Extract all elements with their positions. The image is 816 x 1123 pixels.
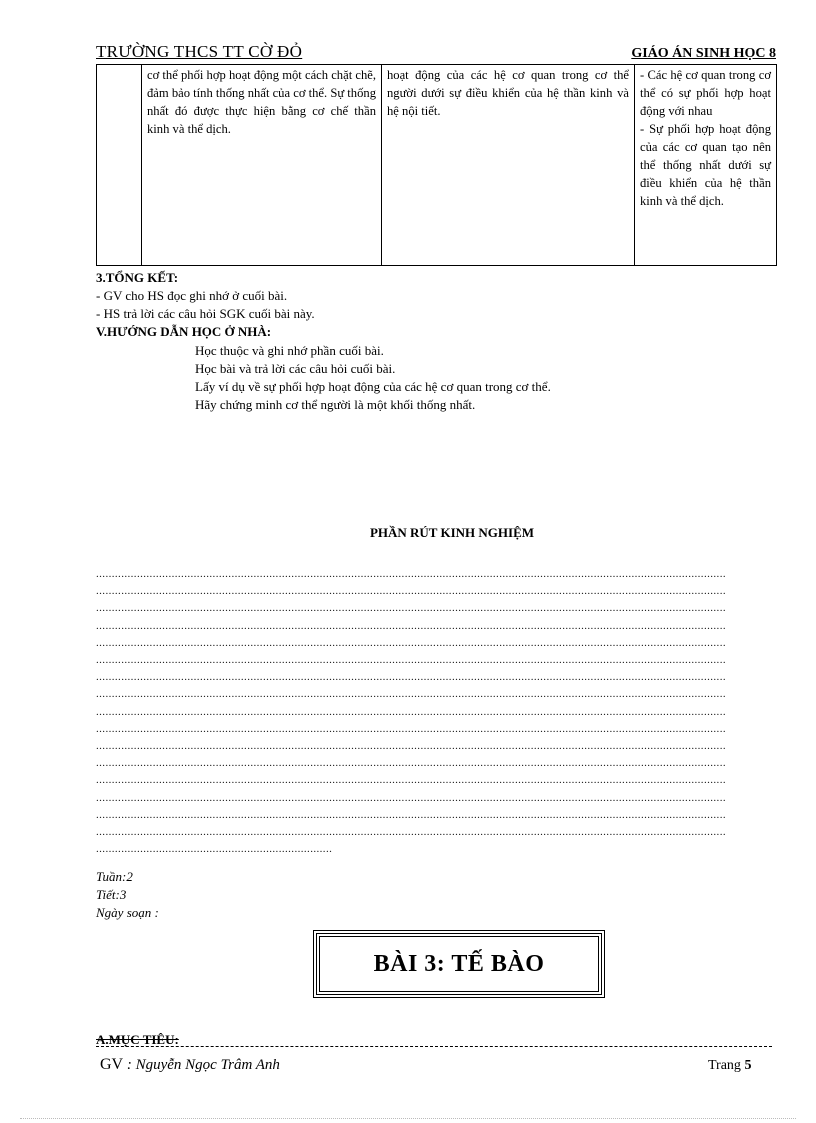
footer-teacher	[100, 1056, 280, 1074]
gv-label: GV	[100, 1056, 124, 1073]
dot-line: ........................................................................................................................................................................................................	[96, 757, 726, 770]
table-cell-empty	[97, 65, 142, 266]
table-cell-conclusion	[635, 65, 777, 266]
table-row	[97, 65, 777, 266]
page-bottom-divider	[20, 1118, 796, 1119]
cell-text: - Sự phối hợp hoạt động của các cơ quan tạo nên thể thống nhất dưới sự điều khiển của hệ thần kinh và thể dịch.	[640, 122, 771, 208]
table-cell-content	[142, 65, 382, 266]
dot-line: ...........................................................................	[96, 843, 333, 856]
cell-text: cơ thể phối hợp hoạt động một cách chặt chẽ, đảm bảo tính thống nhất của cơ thể. Sự thống nhất đó được thực hiện bằng cơ chế thần kinh và thể dịch.	[147, 68, 376, 136]
objective-heading: A.MỤC TIÊU:	[96, 1032, 179, 1047]
date-label: Ngày soạn :	[96, 905, 159, 920]
summary-line: - GV cho HS đọc ghi nhớ ở cuối bài.	[96, 288, 288, 303]
homework-list	[195, 342, 551, 414]
dot-line: ........................................................................................................................................................................................................	[96, 654, 726, 667]
summary-heading: 3.TỔNG KẾT:	[96, 270, 179, 285]
homework-line: Lấy ví dụ về sự phối hợp hoạt động của các hệ cơ quan trong cơ thể.	[195, 379, 551, 394]
lesson-table	[96, 64, 777, 266]
dot-line: ........................................................................................................................................................................................................	[96, 602, 726, 615]
page-number: 5	[744, 1058, 752, 1073]
school-name: TRƯỜNG THCS TT CỜ ĐỎ	[96, 42, 303, 61]
cell-text: - Các hệ cơ quan trong cơ thể có sự phối hợp hoạt động với nhau	[640, 68, 771, 118]
lesson-title-box	[316, 933, 602, 995]
dot-line: ........................................................................................................................................................................................................	[96, 740, 726, 753]
homework-heading: V.HƯỚNG DẪN HỌC Ở NHÀ:	[96, 324, 272, 339]
lesson-meta	[96, 868, 159, 922]
homework-line: Hãy chứng minh cơ thể người là một khối thống nhất.	[195, 397, 476, 412]
dot-line: ........................................................................................................................................................................................................	[96, 808, 726, 821]
page-label: Trang	[708, 1058, 741, 1073]
dot-line: ........................................................................................................................................................................................................	[96, 826, 726, 839]
dot-line: ........................................................................................................................................................................................................	[96, 671, 726, 684]
dot-line: ........................................................................................................................................................................................................	[96, 791, 726, 804]
homework-line: Học bài và trả lời các câu hỏi cuối bài.	[195, 361, 396, 376]
dot-line: ........................................................................................................................................................................................................	[96, 722, 726, 735]
summary-section	[96, 269, 315, 341]
dot-line: ........................................................................................................................................................................................................	[96, 619, 726, 632]
homework-line: Học thuộc và ghi nhớ phần cuối bài.	[195, 343, 384, 358]
subject-title: GIÁO ÁN SINH HỌC 8	[631, 46, 776, 61]
table-cell-activity	[382, 65, 635, 266]
experience-title: PHẦN RÚT KINH NGHIỆM	[369, 525, 535, 540]
dot-line: ........................................................................................................................................................................................................	[96, 774, 726, 787]
dot-line: ........................................................................................................................................................................................................	[96, 585, 726, 598]
dot-line: ........................................................................................................................................................................................................	[96, 568, 726, 580]
footer-page	[708, 1058, 751, 1074]
experience-dot-lines	[96, 566, 776, 858]
lesson-title: BÀI 3: TẾ BÀO	[373, 950, 545, 977]
objective-row	[96, 1032, 772, 1047]
summary-line: - HS trả lời các câu hỏi SGK cuối bài này.	[96, 306, 315, 321]
dot-line: ........................................................................................................................................................................................................	[96, 688, 726, 701]
page-header	[96, 42, 776, 65]
dot-line: ........................................................................................................................................................................................................	[96, 636, 726, 649]
week-label: Tuần:2	[96, 869, 133, 884]
period-label: Tiết:3	[96, 887, 127, 902]
cell-text: hoạt động của các hệ cơ quan trong cơ thể người dưới sự điều khiển của hệ thần kinh và hệ nội tiết.	[387, 68, 629, 118]
teacher-name: : Nguyễn Ngọc Trâm Anh	[123, 1057, 280, 1073]
dot-line: ........................................................................................................................................................................................................	[96, 705, 726, 718]
